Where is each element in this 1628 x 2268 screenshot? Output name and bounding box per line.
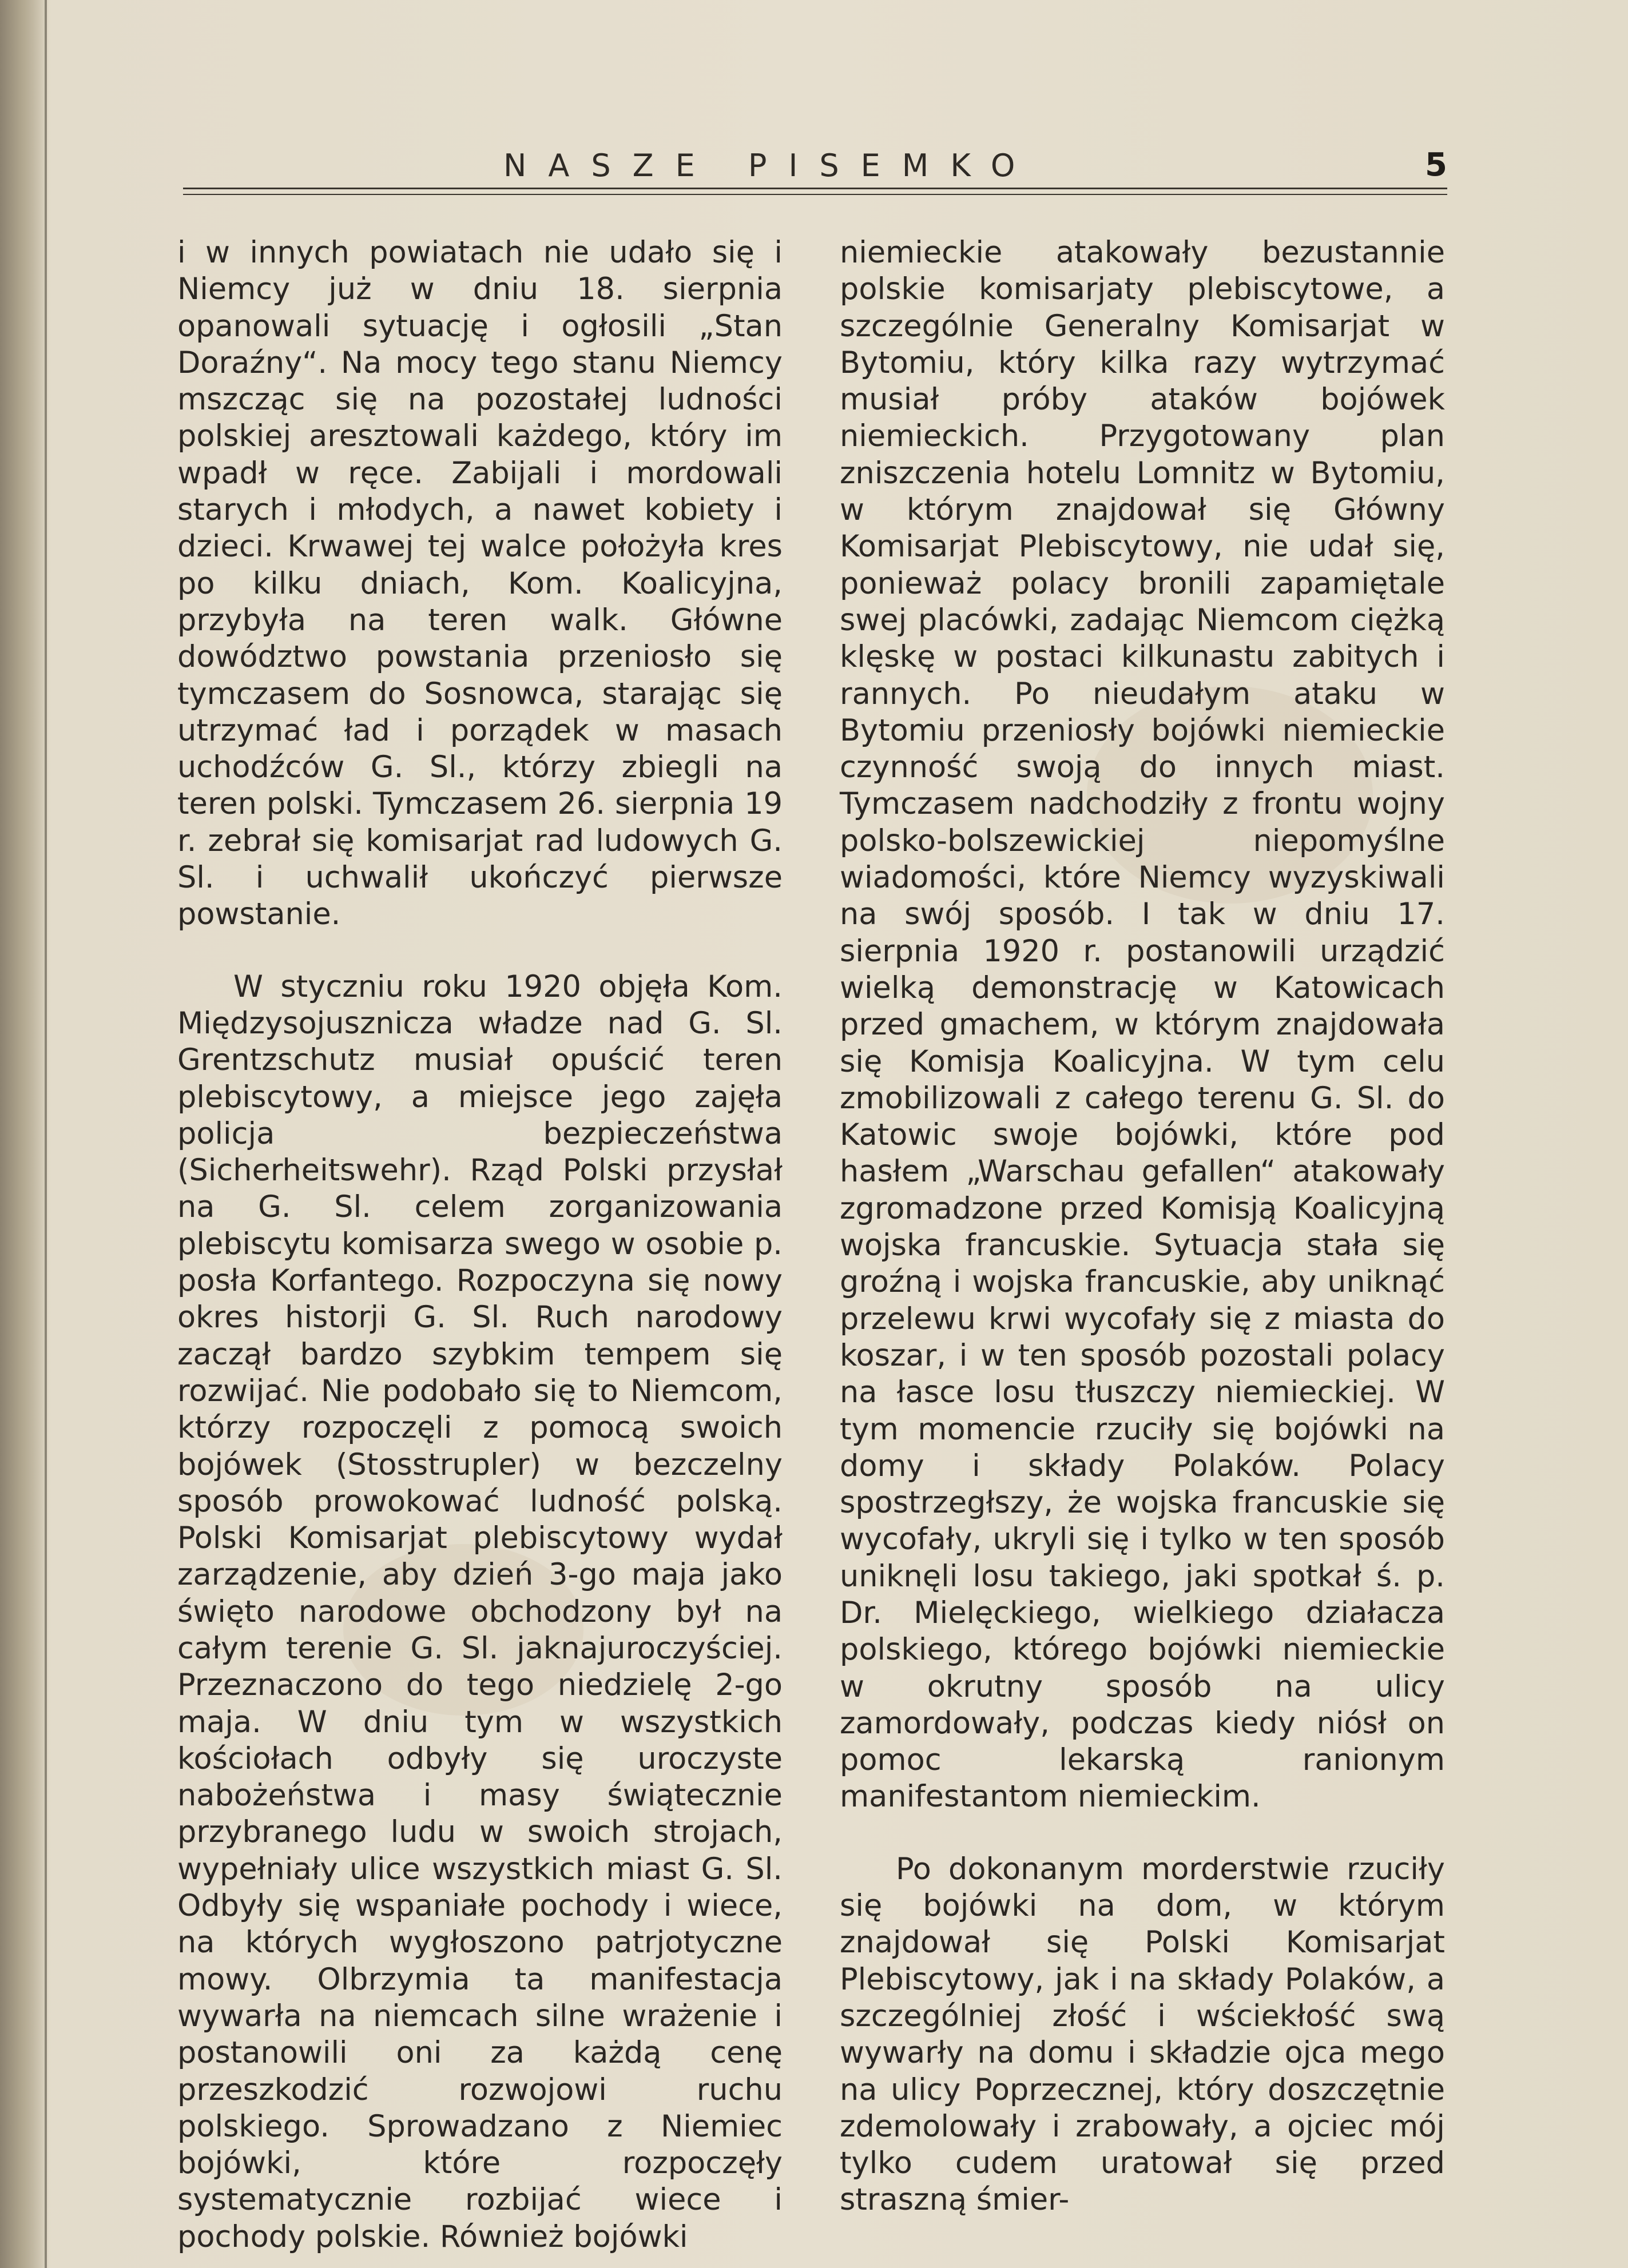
running-head: NASZE PISEMKO <box>503 148 1037 184</box>
page-binding-shadow <box>0 0 49 2268</box>
header-rule-thin <box>183 194 1447 195</box>
header-rule-thick <box>183 188 1447 189</box>
right-column <box>840 234 1445 2219</box>
left-column <box>177 234 783 2255</box>
paragraph: niemieckie atakowały bezustannie polskie komisarjaty plebiscytowe, a szczególnie Generalny Komisarjat w Bytomiu, który kilka razy wytrzymać musiał próby ataków bojówek niemieckich. Przygotowany plan zniszczenia hotelu Lomnitz w Bytomiu, w którym znajdował się Główny Komisarjat Plebiscytowy, nie udał się, ponieważ polacy bronili zapamiętale swej placówki, zadając Niemcom ciężką klęskę w postaci kilkunastu zabitych i rannych. Po nieudałym ataku w Bytomiu przeniosły bojówki niemieckie czynność swoją do innych miast. Tymczasem nadchodziły z frontu wojny polsko-bolszewickiej niepomyślne wiadomości, które Niemcy wyzyskiwali na swój sposób. I tak w dniu 17. sierpnia 1920 r. postanowili urządzić wielką demonstrację w Katowicach przed gmachem, w którym znajdowała się Komisja Koalicyjna. W tym celu zmobilizowali z całego terenu G. Sl. do Katowic swoje bojówki, które pod hasłem „Warschau gefallen“ atakowały zgromadzone przed Komisją Koalicyjną wojska francuskie. Sytuacja stała się groźną i wojska francuskie, aby uniknąć przelewu krwi wycofały się z miasta do koszar, i w ten sposób pozostali polacy na łasce losu tłuszczy niemieckiej. W tym momencie rzuciły się bojówki na domy i składy Polaków. Polacy spostrzegłszy, że wojska francuskie się wycofały, ukryli się i tylko w ten sposób uniknęli losu takiego, jaki spotkał ś. p. Dr. Mielęckiego, wielkiego działacza polskiego, którego bojówki niemieckie w okrutny sposób na ulicy zamordowały, podczas kiedy niósł on pomoc lekarską ranionym manifestantom niemieckim. <box>840 235 1445 1815</box>
page-header <box>183 148 1447 193</box>
binding-edge <box>45 0 47 2268</box>
paragraph: Po dokonanym morderstwie rzuciły się bojówki na dom, w którym znajdował się Polski Komisarjat Plebiscytowy, jak i na składy Polaków, a szczególniej złość i wściekłość swą wywarły na domu i składzie ojca mego na ulicy Poprzecznej, który doszczętnie zdemolowały i zrabowały, a ojciec mój tylko cudem uratował się przed straszną śmier- <box>840 1851 1445 2218</box>
paragraph: W styczniu roku 1920 objęła Kom. Międzysojusznicza władze nad G. Sl. Grentzschutz musiał opuścić teren plebiscytowy, a miejsce jego zajęła policja bezpieczeństwa (Sicherheitswehr). Rząd Polski przysłał na G. Sl. celem zorganizowania plebiscytu komisarza swego w osobie p. posła Korfantego. Rozpoczyna się nowy okres historji G. Sl. Ruch narodowy zaczął bardzo szybkim tempem się rozwijać. Nie podobało się to Niemcom, którzy rozpoczęli z pomocą swoich bojówek (Stosstrupler) w bezczelny sposób prowokować ludność polską. Polski Komisarjat plebiscytowy wydał zarządzenie, aby dzień 3-go maja jako święto narodowe obchodzony był na całym terenie G. Sl. jaknajuroczyściej. Przeznaczono do tego niedzielę 2-go maja. W dniu tym w wszystkich kościołach odbyły się uroczyste nabożeństwa i masy świątecznie przybranego ludu w swoich strojach, wypełniały ulice wszystkich miast G. Sl. Odbyły się wspaniałe pochody i wiece, na których wygłoszono patrjotyczne mowy. Olbrzymia ta manifestacja wywarła na niemcach silne wrażenie i postanowili oni za każdą cenę przeszkodzić rozwojowi ruchu polskiego. Sprowadzano z Niemiec bojówki, które rozpoczęły systematycznie rozbijać wiece i pochody polskie. Również bojówki <box>177 969 783 2254</box>
paragraph: i w innych powiatach nie udało się i Niemcy już w dniu 18. sierpnia opanowali sytuację i ogłosili „Stan Doraźny“. Na mocy tego stanu Niemcy mszcząc się na pozostałej ludności polskiej aresztowali każdego, który im wpadł w ręce. Zabijali i mordowali starych i młodych, a nawet kobiety i dzieci. Krwawej tej walce położyła kres po kilku dniach, Kom. Koalicyjna, przybyła na teren walk. Główne dowództwo powstania przeniosło się tymczasem do Sosnowca, starając się utrzymać ład i porządek w masach uchodźców G. Sl., którzy zbiegli na teren polski. Tymczasem 26. sierpnia 19 r. zebrał się komisarjat rad ludowych G. Sl. i uchwalił ukończyć pierwsze powstanie. <box>177 235 783 932</box>
page-number: 5 <box>1425 146 1447 184</box>
